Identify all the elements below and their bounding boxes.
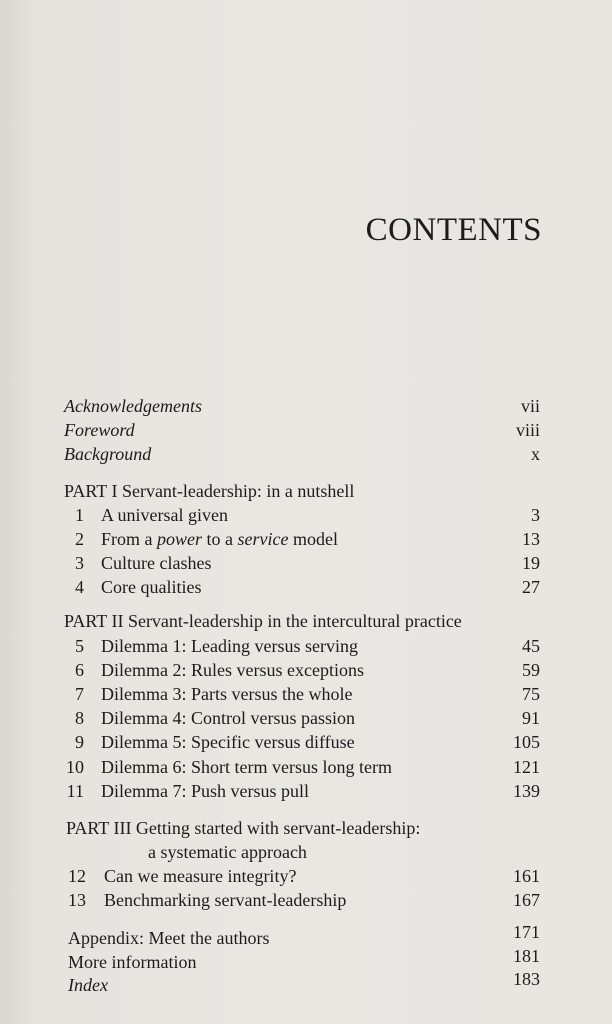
toc-entry-index <box>0 969 612 997</box>
entry-page: viii <box>515 420 540 440</box>
toc-chapter-4 <box>0 575 612 599</box>
chapter-title: Dilemma 2: Rules versus exceptions <box>101 660 364 680</box>
toc-chapter-5 <box>0 634 612 658</box>
chapter-title: Benchmarking servant-leadership <box>104 890 347 910</box>
chapter-number: 4 <box>75 577 84 597</box>
chapter-title: Dilemma 1: Leading versus serving <box>101 636 358 656</box>
contents-title: CONTENTS <box>365 212 542 248</box>
chapter-number: 11 <box>66 781 84 801</box>
toc-chapter-8 <box>0 706 612 730</box>
chapter-title: Dilemma 7: Push versus pull <box>101 781 309 801</box>
chapter-number: 3 <box>75 553 84 573</box>
toc-entry-foreword <box>0 418 612 442</box>
toc-chapter-2 <box>0 527 612 551</box>
chapter-page: 59 <box>522 660 540 680</box>
toc-chapter-1 <box>0 503 612 527</box>
toc-chapter-12 <box>0 864 612 888</box>
entry-label: Index <box>68 975 108 995</box>
entry-page: 183 <box>513 969 540 989</box>
chapter-page: 19 <box>522 553 540 573</box>
entry-page: vii <box>520 396 540 416</box>
toc-chapter-6 <box>0 658 612 682</box>
entry-label: Foreword <box>64 420 135 440</box>
chapter-number: 9 <box>75 732 84 752</box>
chapter-page: 27 <box>522 577 540 597</box>
chapter-number: 7 <box>75 684 84 704</box>
chapter-title: Dilemma 5: Specific versus diffuse <box>101 732 355 752</box>
chapter-page: 161 <box>513 866 540 886</box>
toc-chapter-10 <box>0 755 612 779</box>
chapter-number: 8 <box>75 708 84 728</box>
entry-label: Appendix: Meet the authors <box>68 928 270 948</box>
toc-chapter-13 <box>0 888 612 912</box>
chapter-title: Culture clashes <box>101 553 212 573</box>
toc-chapter-9 <box>0 730 612 754</box>
chapter-page: 45 <box>522 636 540 656</box>
entry-page: 181 <box>513 946 540 966</box>
chapter-number: 6 <box>75 660 84 680</box>
entry-label: Background <box>64 444 152 464</box>
entry-label: Acknowledgements <box>64 396 202 416</box>
part-1-heading: PART I Servant-leadership: in a nutshell <box>64 481 355 501</box>
chapter-number: 12 <box>68 866 86 886</box>
toc-entry-acknowledgements <box>0 394 612 418</box>
chapter-title: From a power to a service model <box>101 529 338 549</box>
entry-page: x <box>531 444 540 464</box>
chapter-page: 167 <box>513 890 540 910</box>
chapter-number: 2 <box>75 529 84 549</box>
chapter-page: 121 <box>513 757 540 777</box>
entry-page: 171 <box>513 922 540 942</box>
chapter-number: 5 <box>75 636 84 656</box>
chapter-page: 75 <box>522 684 540 704</box>
part-2-heading: PART II Servant-leadership in the intercultural practice <box>64 611 462 631</box>
chapter-title: Can we measure integrity? <box>104 866 297 886</box>
chapter-number: 10 <box>66 757 84 777</box>
toc-chapter-7 <box>0 682 612 706</box>
chapter-title: A universal given <box>101 505 228 525</box>
part-3-heading: PART III Getting started with servant-leadership: <box>66 818 421 838</box>
chapter-page: 3 <box>531 505 540 525</box>
part-3-heading-continued: a systematic approach <box>148 842 307 862</box>
chapter-page: 13 <box>522 529 540 549</box>
chapter-title: Dilemma 3: Parts versus the whole <box>101 684 353 704</box>
chapter-number: 1 <box>75 505 84 525</box>
chapter-page: 105 <box>513 732 540 752</box>
entry-label: More information <box>68 952 197 972</box>
toc-entry-background <box>0 442 612 466</box>
chapter-title: Dilemma 6: Short term versus long term <box>101 757 392 777</box>
chapter-page: 91 <box>522 708 540 728</box>
chapter-title: Dilemma 4: Control versus passion <box>101 708 355 728</box>
chapter-title: Core qualities <box>101 577 202 597</box>
chapter-page: 139 <box>513 781 540 801</box>
toc-chapter-11 <box>0 779 612 803</box>
toc-chapter-3 <box>0 551 612 575</box>
chapter-number: 13 <box>68 890 86 910</box>
